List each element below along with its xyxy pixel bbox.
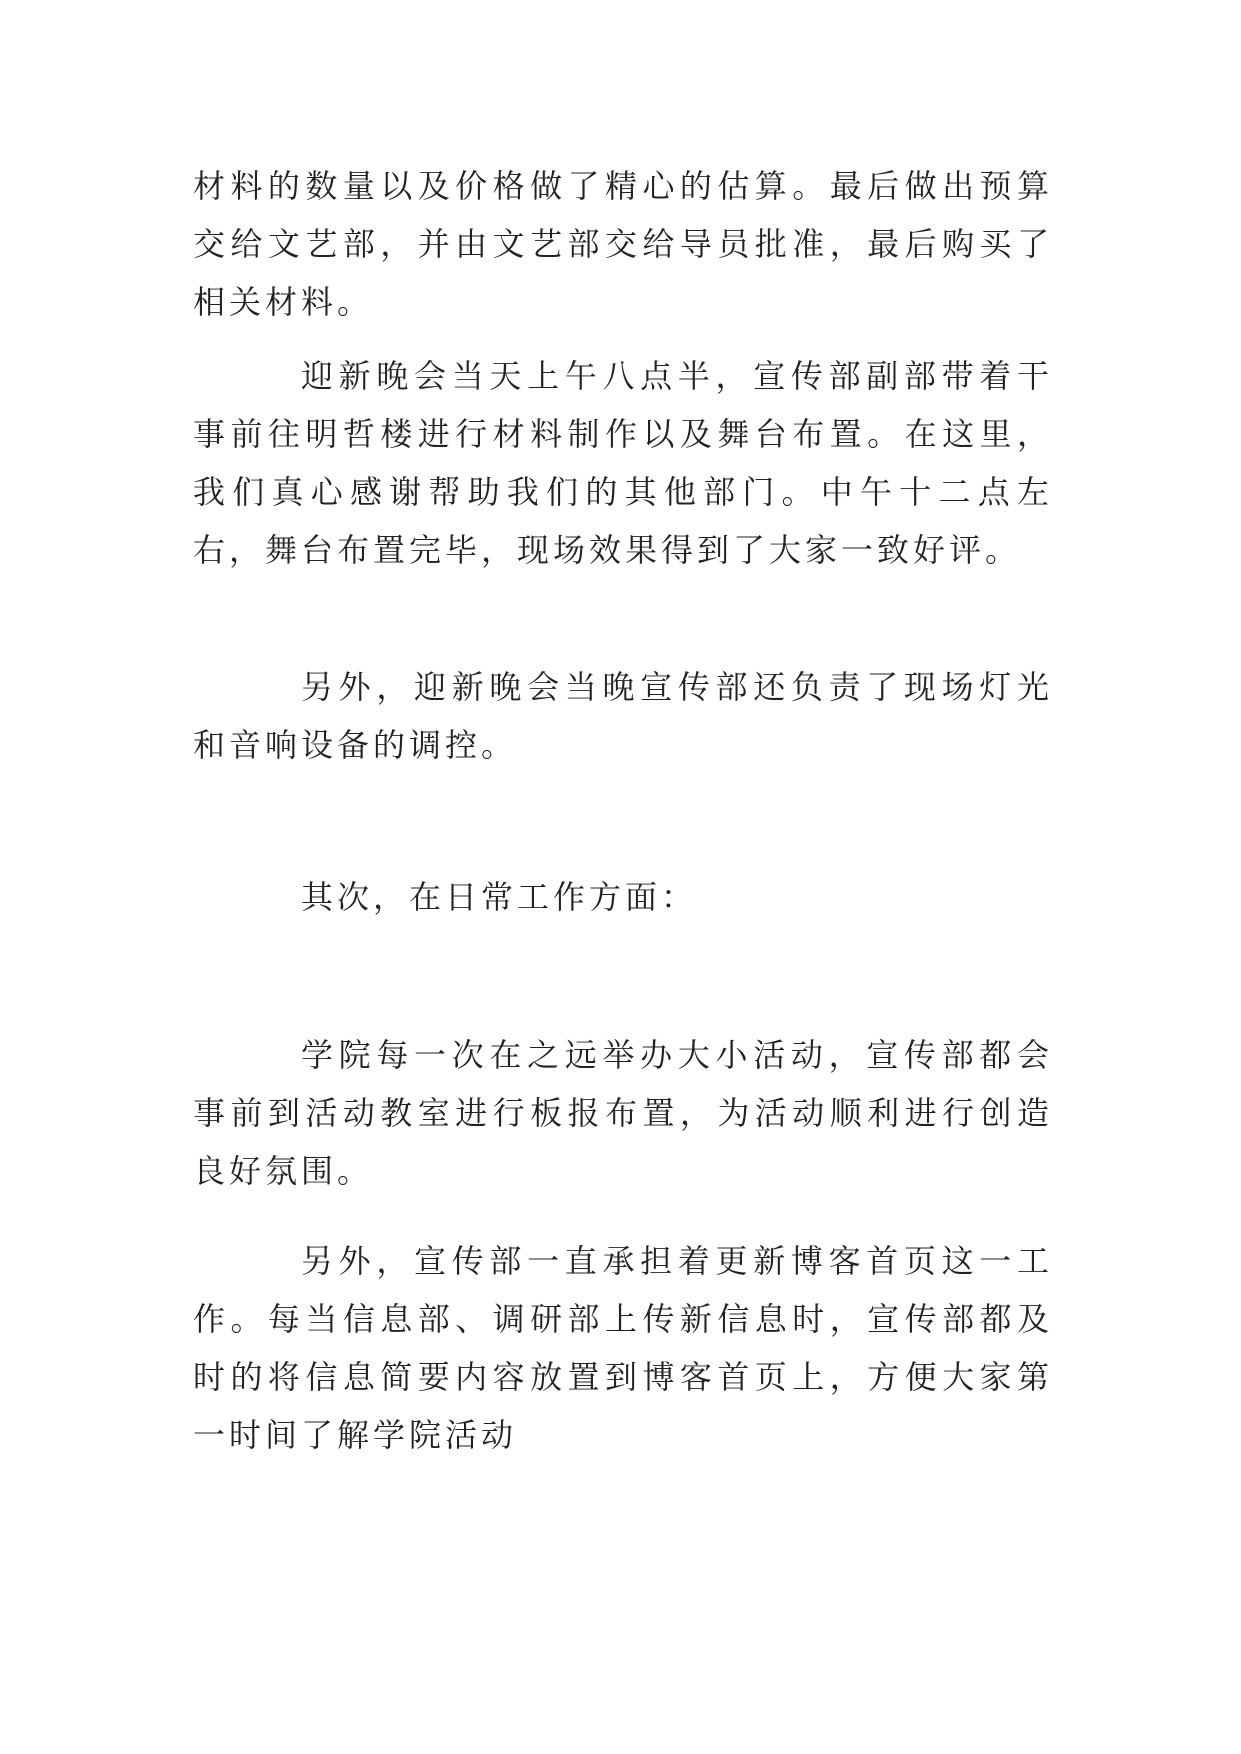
paragraph-blog-update: 另外，宣传部一直承担着更新博客首页这一工作。每当信息部、调研部上传新信息时，宣传部都及时的将信息简要内容放置到博客首页上，方便大家第一时间了解学院活动 [193, 1242, 1053, 1454]
paragraph-lighting: 另外，迎新晚会当晚宣传部还负责了现场灯光和音响设备的调控。 [193, 668, 1053, 764]
paragraph-budget: 材料的数量以及价格做了精心的估算。最后做出预算交给文艺部，并由文艺部交给导员批准，最后购买了相关材料。 [193, 167, 1053, 321]
paragraph-blackboard: 学院每一次在之远举办大小活动，宣传部都会事前到活动教室进行板报布置，为活动顺利进行创造良好氛围。 [193, 1036, 1053, 1190]
paragraph-daily-work-heading: 其次，在日常工作方面： [301, 878, 698, 916]
paragraph-stage-setup: 迎新晚会当天上午八点半，宣传部副部带着干事前往明哲楼进行材料制作以及舞台布置。在这里，我们真心感谢帮助我们的其他部门。中午十二点左右，舞台布置完毕，现场效果得到了大家一致好评。 [193, 357, 1053, 569]
